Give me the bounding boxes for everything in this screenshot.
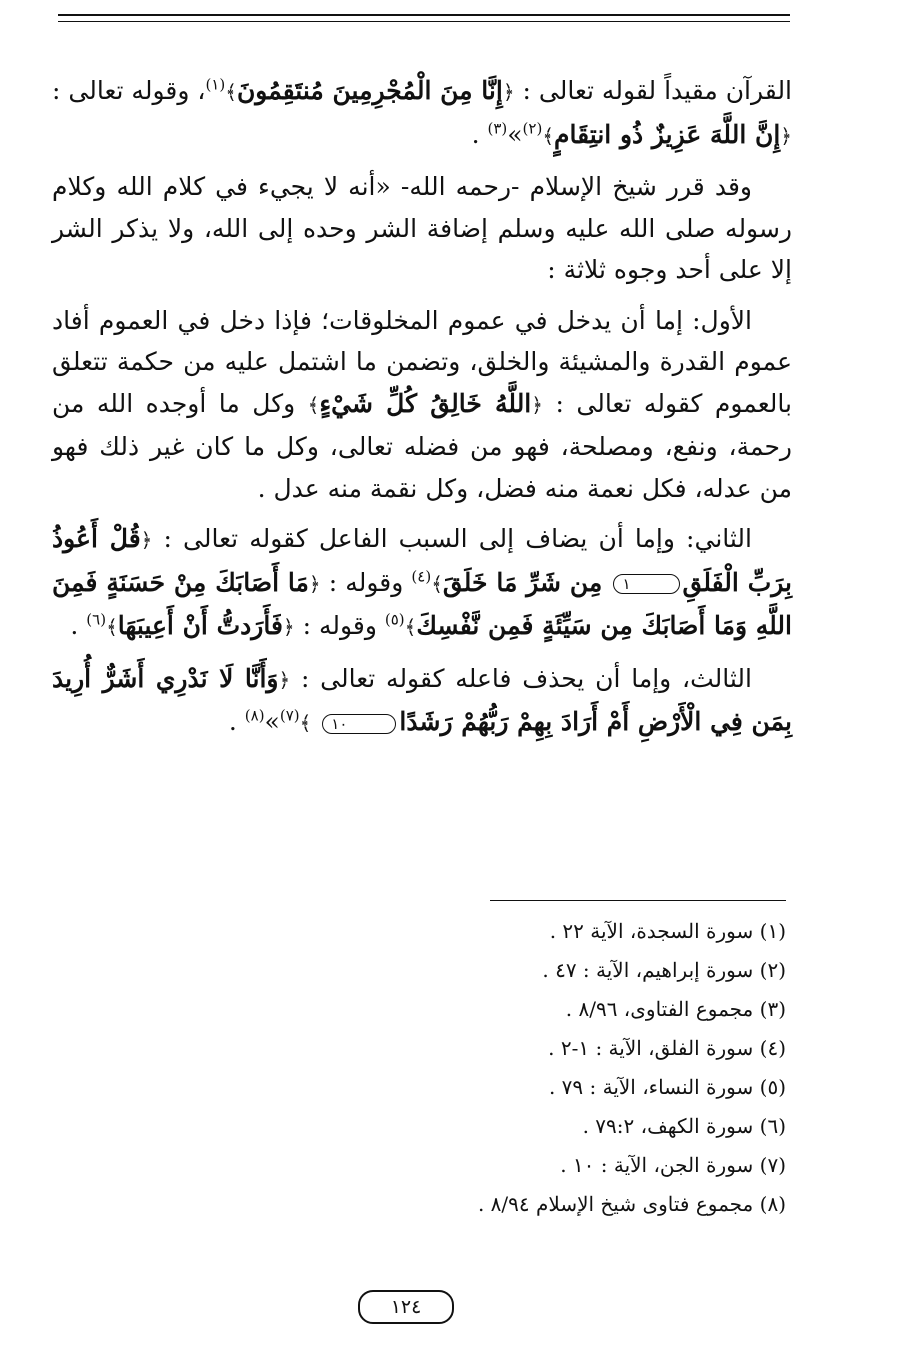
footnote: (١) سورة السجدة، الآية ٢٢ . [549, 919, 786, 943]
text-run: وقوله : [294, 611, 385, 640]
paragraph [52, 166, 792, 291]
quran-verse [106, 611, 295, 640]
text-run: . [471, 119, 488, 149]
paragraph [52, 70, 792, 157]
text-run: » [264, 707, 280, 736]
text-run: الأول: إما أن يدخل في عموم المخلوقات؛ فإذا دخل في العموم أفاد عموم القدرة والمشيئة والخلق، وتضمن ما اشتمل عليه من حكمة تتعلق بالعموم كقوله تعالى : [52, 305, 792, 418]
ornate-bracket-open-icon: ﴿ [780, 123, 792, 148]
quran-verse-text: فَأَرَدتُّ أَنْ أَعِيبَهَا [117, 611, 283, 640]
footnote: (٣) مجموع الفتاوى، ٨/٩٦ . [565, 997, 786, 1021]
footnote-ref: (٧) [279, 706, 300, 725]
footnote: (٥) سورة النساء، الآية : ٧٩ . [548, 1075, 786, 1099]
footnote-ref: (٤) [411, 567, 432, 586]
footnote-ref: (٨) [244, 706, 265, 725]
ornate-bracket-close-icon: ﴾ [225, 80, 237, 104]
footnote-separator [490, 900, 786, 901]
verse-number-marker: ١ [613, 574, 679, 594]
text-run: . [228, 707, 245, 736]
top-rule-secondary [58, 21, 790, 22]
quran-verse-text: اللَّهُ خَالِقُ كُلِّ شَيْءٍ [319, 388, 532, 418]
text-run: وقد قرر شيخ الإسلام -رحمه الله- «أنه لا يجيء في كلام الله وكلام رسوله صلى الله عليه وسلم إضافة الشر وحده إلى الله، ولا يذكر الشر إلا على أحد وجوه ثلاثة : [52, 172, 792, 284]
text-run: ، وقوله تعالى : [52, 76, 206, 105]
ornate-bracket-close-icon: ﴾ [431, 571, 443, 596]
footnote-ref: (٣) [487, 119, 508, 138]
quran-verse-text: قُلْ أَعُوذُ بِرَبِّ الْفَلَقِ [52, 524, 793, 597]
text-run: وقوله : [320, 567, 412, 597]
footnote-ref: (٦) [86, 610, 107, 629]
ornate-bracket-open-icon: ﴿ [502, 80, 515, 104]
ornate-bracket-open-icon: ﴿ [282, 615, 295, 639]
page-number: ١٢٤ [358, 1290, 454, 1324]
footnote-ref: (٢) [522, 119, 543, 138]
text-run: الثاني: وإما أن يضاف إلى السبب الفاعل كقوله تعالى : [152, 524, 752, 553]
ornate-bracket-open-icon: ﴿ [278, 667, 291, 692]
ornate-bracket-open-icon: ﴿ [531, 392, 543, 417]
footnote: (٢) سورة إبراهيم، الآية : ٤٧ . [542, 958, 786, 982]
top-rule [58, 14, 790, 16]
paragraph [52, 300, 792, 510]
text-run: وكل ما أوجده الله من رحمة، ونفع، ومصلحة، فهو من فضله تعالى، وكل ما كان غير ذلك فهو من عدله، فكل نعمة منه فضل، وكل نقمة منه عدل . [52, 388, 792, 503]
footnote: (٧) سورة الجن، الآية : ١٠ . [560, 1153, 786, 1177]
text-run: » [507, 119, 523, 149]
paragraph [52, 658, 792, 745]
footnote: (٦) سورة الكهف، ٧٩:٢ . [582, 1114, 786, 1138]
ornate-bracket-close-icon: ﴾ [299, 711, 312, 735]
footnotes [300, 912, 786, 1224]
quran-verse-text: مِن شَرِّ مَا خَلَقَ [442, 567, 603, 597]
ornate-bracket-close-icon: ﴾ [542, 123, 555, 148]
footnote: (٤) سورة الفلق، الآية : ١-٢ . [548, 1036, 786, 1060]
quran-verse [542, 120, 792, 149]
main-text [52, 70, 792, 754]
paragraph [52, 518, 792, 649]
quran-verse [225, 76, 514, 105]
text-run: الثالث، وإما أن يحذف فاعله كقوله تعالى : [290, 663, 752, 693]
footnote-ref: (١) [205, 75, 226, 94]
ornate-bracket-close-icon: ﴾ [307, 392, 320, 417]
quran-verse [431, 568, 602, 597]
text-run: . [70, 611, 87, 640]
verse-number-marker: ١٠ [322, 714, 396, 734]
quran-verse [308, 389, 543, 418]
ornate-bracket-open-icon: ﴿ [308, 571, 321, 596]
quran-verse-text: إِنَّا مِنَ الْمُجْرِمِينَ مُنتَقِمُونَ [236, 76, 503, 105]
text-run: القرآن مقيداً لقوله تعالى : [514, 76, 793, 105]
ornate-bracket-open-icon: ﴿ [140, 528, 153, 552]
quran-verse-text: وَأَنَّا لَا نَدْرِي أَشَرٌّ أُرِيدَ بِمَن فِي الْأَرْضِ أَمْ أَرَادَ بِهِمْ رَبُّهُمْ رَشَدًا [52, 663, 792, 736]
ornate-bracket-close-icon: ﴾ [106, 615, 118, 639]
quran-verse-text: مَا أَصَابَكَ مِنْ حَسَنَةٍ فَمِنَ اللَّهِ وَمَا أَصَابَكَ مِن سَيِّئَةٍ فَمِن نَّفْسِكَ [52, 567, 792, 640]
ornate-bracket-close-icon: ﴾ [404, 615, 417, 639]
footnote-ref: (٥) [384, 610, 405, 629]
quran-verse-text: إِنَّ اللَّهَ عَزِيزٌ ذُو انتِقَامٍ [554, 119, 781, 149]
footnote: (٨) مجموع فتاوى شيخ الإسلام ٨/٩٤ . [477, 1192, 786, 1216]
